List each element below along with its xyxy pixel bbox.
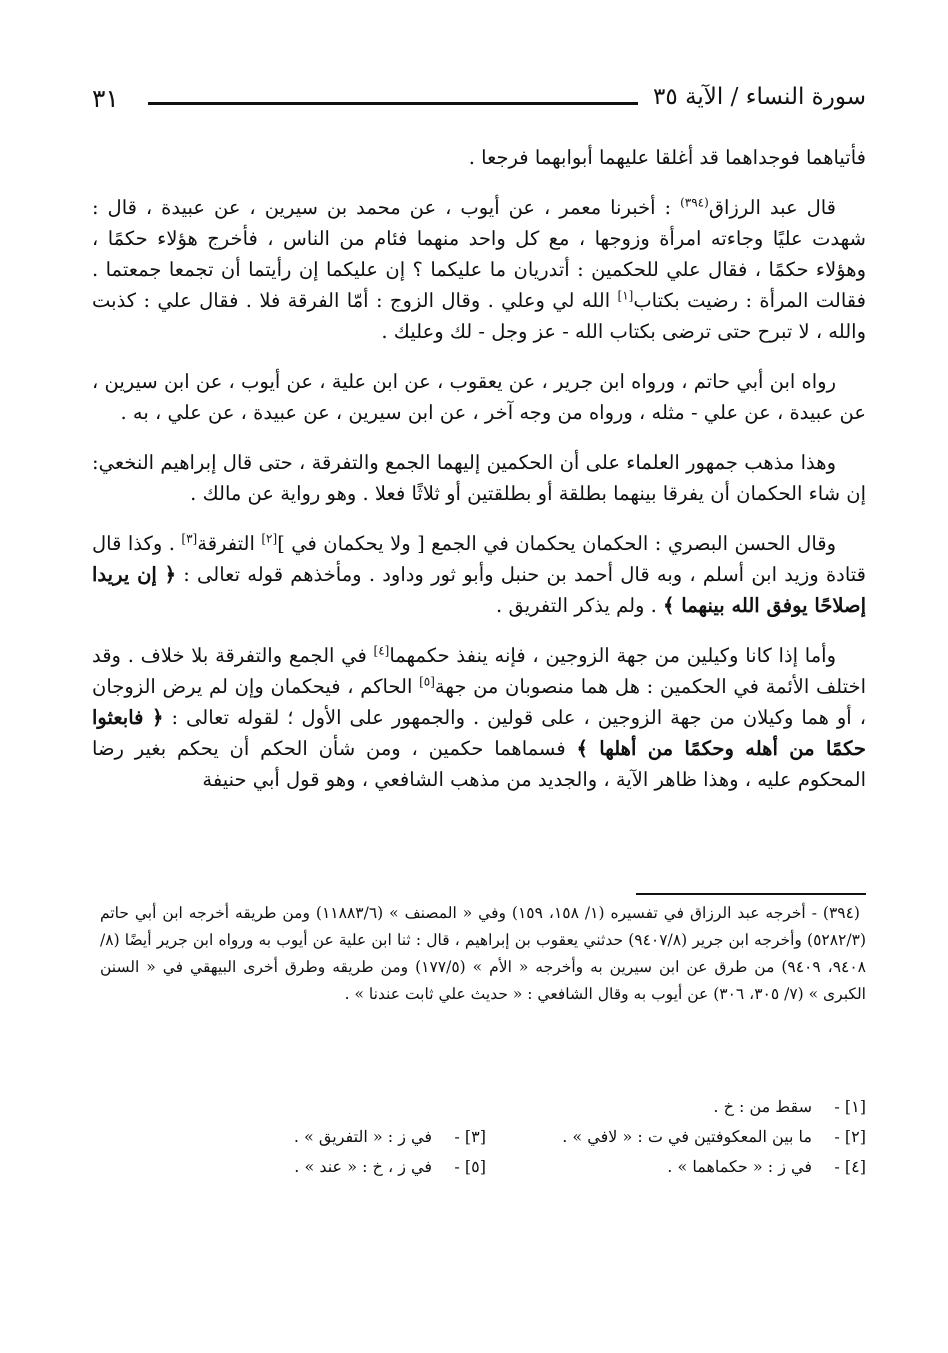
- paragraph: [92, 366, 866, 428]
- variant-text: في ز : « حكماهما » .: [667, 1157, 812, 1176]
- paragraph-text: وأما إذا كانا وكيلين من جهة الزوجين ، فإنه ينفذ حكمهما: [389, 644, 836, 667]
- paragraph-text: فسماهما حكمين ، ومن شأن الحكم أن يحكم بغير رضا المحكوم عليه ، وهذا ظاهر الآية ، والجديد من مذهب الشافعي ، وهو قول أبي حنيفة: [92, 737, 866, 791]
- variant-tag: [٤] -: [834, 1157, 866, 1176]
- variant-ref[interactable]: [٥]: [419, 674, 435, 689]
- paragraph: [92, 528, 866, 621]
- paragraph: [92, 192, 866, 347]
- paragraph: [92, 640, 866, 795]
- quran-verse: ﴿ إن يريدا إصلاحًا يوفق الله بينهما ﴾: [92, 563, 866, 617]
- paragraph: [92, 142, 866, 173]
- paragraph-text: رواه ابن أبي حاتم ، ورواه ابن جرير ، عن يعقوب ، عن ابن علية ، عن أيوب ، عن ابن سيرين ، عن عبيدة ، عن علي - مثله ، ورواه من وجه آخر ، عن ابن سيرين ، عن عبيدة ، عن علي ، به .: [92, 370, 866, 424]
- paragraph-text: وهذا مذهب جمهور العلماء على أن الحكمين إليهما الجمع والتفرقة ، حتى قال إبراهيم النخعي: إن شاء الحكمان أن يفرقا بينهما بطلقة أو بطلقتين أو ثلاثًا فعلا . وهو رواية عن مالك .: [92, 451, 866, 505]
- variant-tag: [٣] -: [454, 1127, 486, 1146]
- paragraph-text: الحاكم ، فيحكمان وإن لم يرض الزوجان ، أو هما وكيلان من جهة الزوجين ، على قولين . والجمهور على الأول ؛ لقوله تعالى :: [92, 675, 866, 729]
- page-number: ٣١: [92, 84, 119, 113]
- variant-tag: [٢] -: [834, 1127, 866, 1146]
- paragraph-text: في الجمع والتفرقة بلا خلاف . وقد اختلف الأئمة في الحكمين : هل هما منصوبان من جهة: [92, 644, 866, 698]
- variant-tag: [٥] -: [454, 1157, 486, 1176]
- paragraph-text: الله لي وعلي . وقال الزوج : أمّا الفرقة فلا . فقال علي : كذبت والله ، لا تبرح حتى ترضى بكتاب الله - عز وجل - لك وعليك .: [92, 289, 866, 343]
- footnote-text: (٣٩٤) - أخرجه عبد الرزاق في تفسيره (١/ ١٥٨، ١٥٩) وفي « المصنف » (١١٨٨٣/٦) ومن طريقه أخرجه ابن أبي حاتم (٥٢٨٢/٣) وأخرجه ابن جرير (٩٤٠٧/٨) حدثني يعقوب بن إبراهيم ، قال : ثنا ابن علية عن أيوب به ورواه ابن جرير أيضًا (٨/ ٩٤٠٨، ٩٤٠٩) من طرق عن ابن سيرين به وأخرجه « الأم » (١٧٧/٥) ومن طريقه وطرق أخرى البيهقي في « السنن الكبرى » (٧/ ٣٠٥، ٣٠٦) عن أيوب به وقال الشافعي : « حديث علي ثابت عندنا » .: [100, 904, 866, 1003]
- paragraph-text: قال عبد الرزاق: [708, 196, 837, 219]
- variant-ref[interactable]: [٢]: [261, 531, 278, 546]
- main-text: [92, 142, 866, 814]
- running-title: سورة النساء / الآية ٣٥: [653, 84, 866, 110]
- variant-tag: [١] -: [834, 1097, 866, 1116]
- variant-note: [106, 1122, 486, 1152]
- variant-note: [486, 1122, 866, 1152]
- quran-verse: ﴿ فابعثوا حكمًا من أهله وحكمًا من أهلها ﴾: [92, 706, 866, 760]
- paragraph-text: . وكذا قال قتادة وزيد ابن أسلم ، وبه قال أحمد بن حنبل وأبو ثور وداود . ومأخذهم قوله تعالى :: [92, 532, 866, 586]
- variant-note: [486, 1092, 866, 1122]
- variant-row: [100, 1092, 866, 1122]
- variant-ref[interactable]: [٤]: [373, 643, 390, 658]
- footnote-separator: [636, 893, 866, 895]
- variant-ref[interactable]: [١]: [617, 288, 634, 303]
- header-rule: [148, 102, 638, 105]
- variant-note: [106, 1152, 486, 1182]
- variant-text: في ز ، خ : « عند » .: [294, 1157, 432, 1176]
- variant-row: [100, 1152, 866, 1182]
- paragraph: [92, 447, 866, 509]
- paragraph-text: وقال الحسن البصري : الحكمان يحكمان في الجمع [ ولا يحكمان في ]: [277, 532, 836, 555]
- variant-text: ما بين المعكوفتين في ت : « لافي » .: [562, 1127, 812, 1146]
- variant-text: سقط من : خ .: [713, 1097, 812, 1116]
- variant-row: [100, 1122, 866, 1152]
- paragraph-text: التفرقة: [197, 532, 262, 555]
- footnote: [100, 900, 866, 1008]
- paragraph-text: فأتياهما فوجداهما قد أغلقا عليهما أبوابهما فرجعا .: [468, 146, 866, 169]
- paragraph-text: . ولم يذكر التفريق .: [496, 594, 664, 617]
- variant-notes: [100, 1092, 866, 1182]
- page-header: [92, 84, 866, 120]
- variant-text: في ز : « التفريق » .: [293, 1127, 432, 1146]
- variant-note: [486, 1152, 866, 1182]
- variant-ref[interactable]: [٣]: [181, 531, 198, 546]
- footnote-ref[interactable]: (٣٩٤): [680, 195, 709, 210]
- paragraph-text: : أخبرنا معمر ، عن أيوب ، عن محمد بن سيرين ، عن عبيدة ، قال : شهدت عليًا وجاءته امرأة وزوجها ، مع كل واحد منهما فئام من الناس ، فأخرج هؤلاء حكمًا ، وهؤلاء حكمًا ، فقال علي للحكمين : أتدريان ما عليكما ؟ إن عليكما إن رأيتما أن تجمعا جمعتما . فقالت المرأة : رضيت بكتاب: [92, 196, 866, 312]
